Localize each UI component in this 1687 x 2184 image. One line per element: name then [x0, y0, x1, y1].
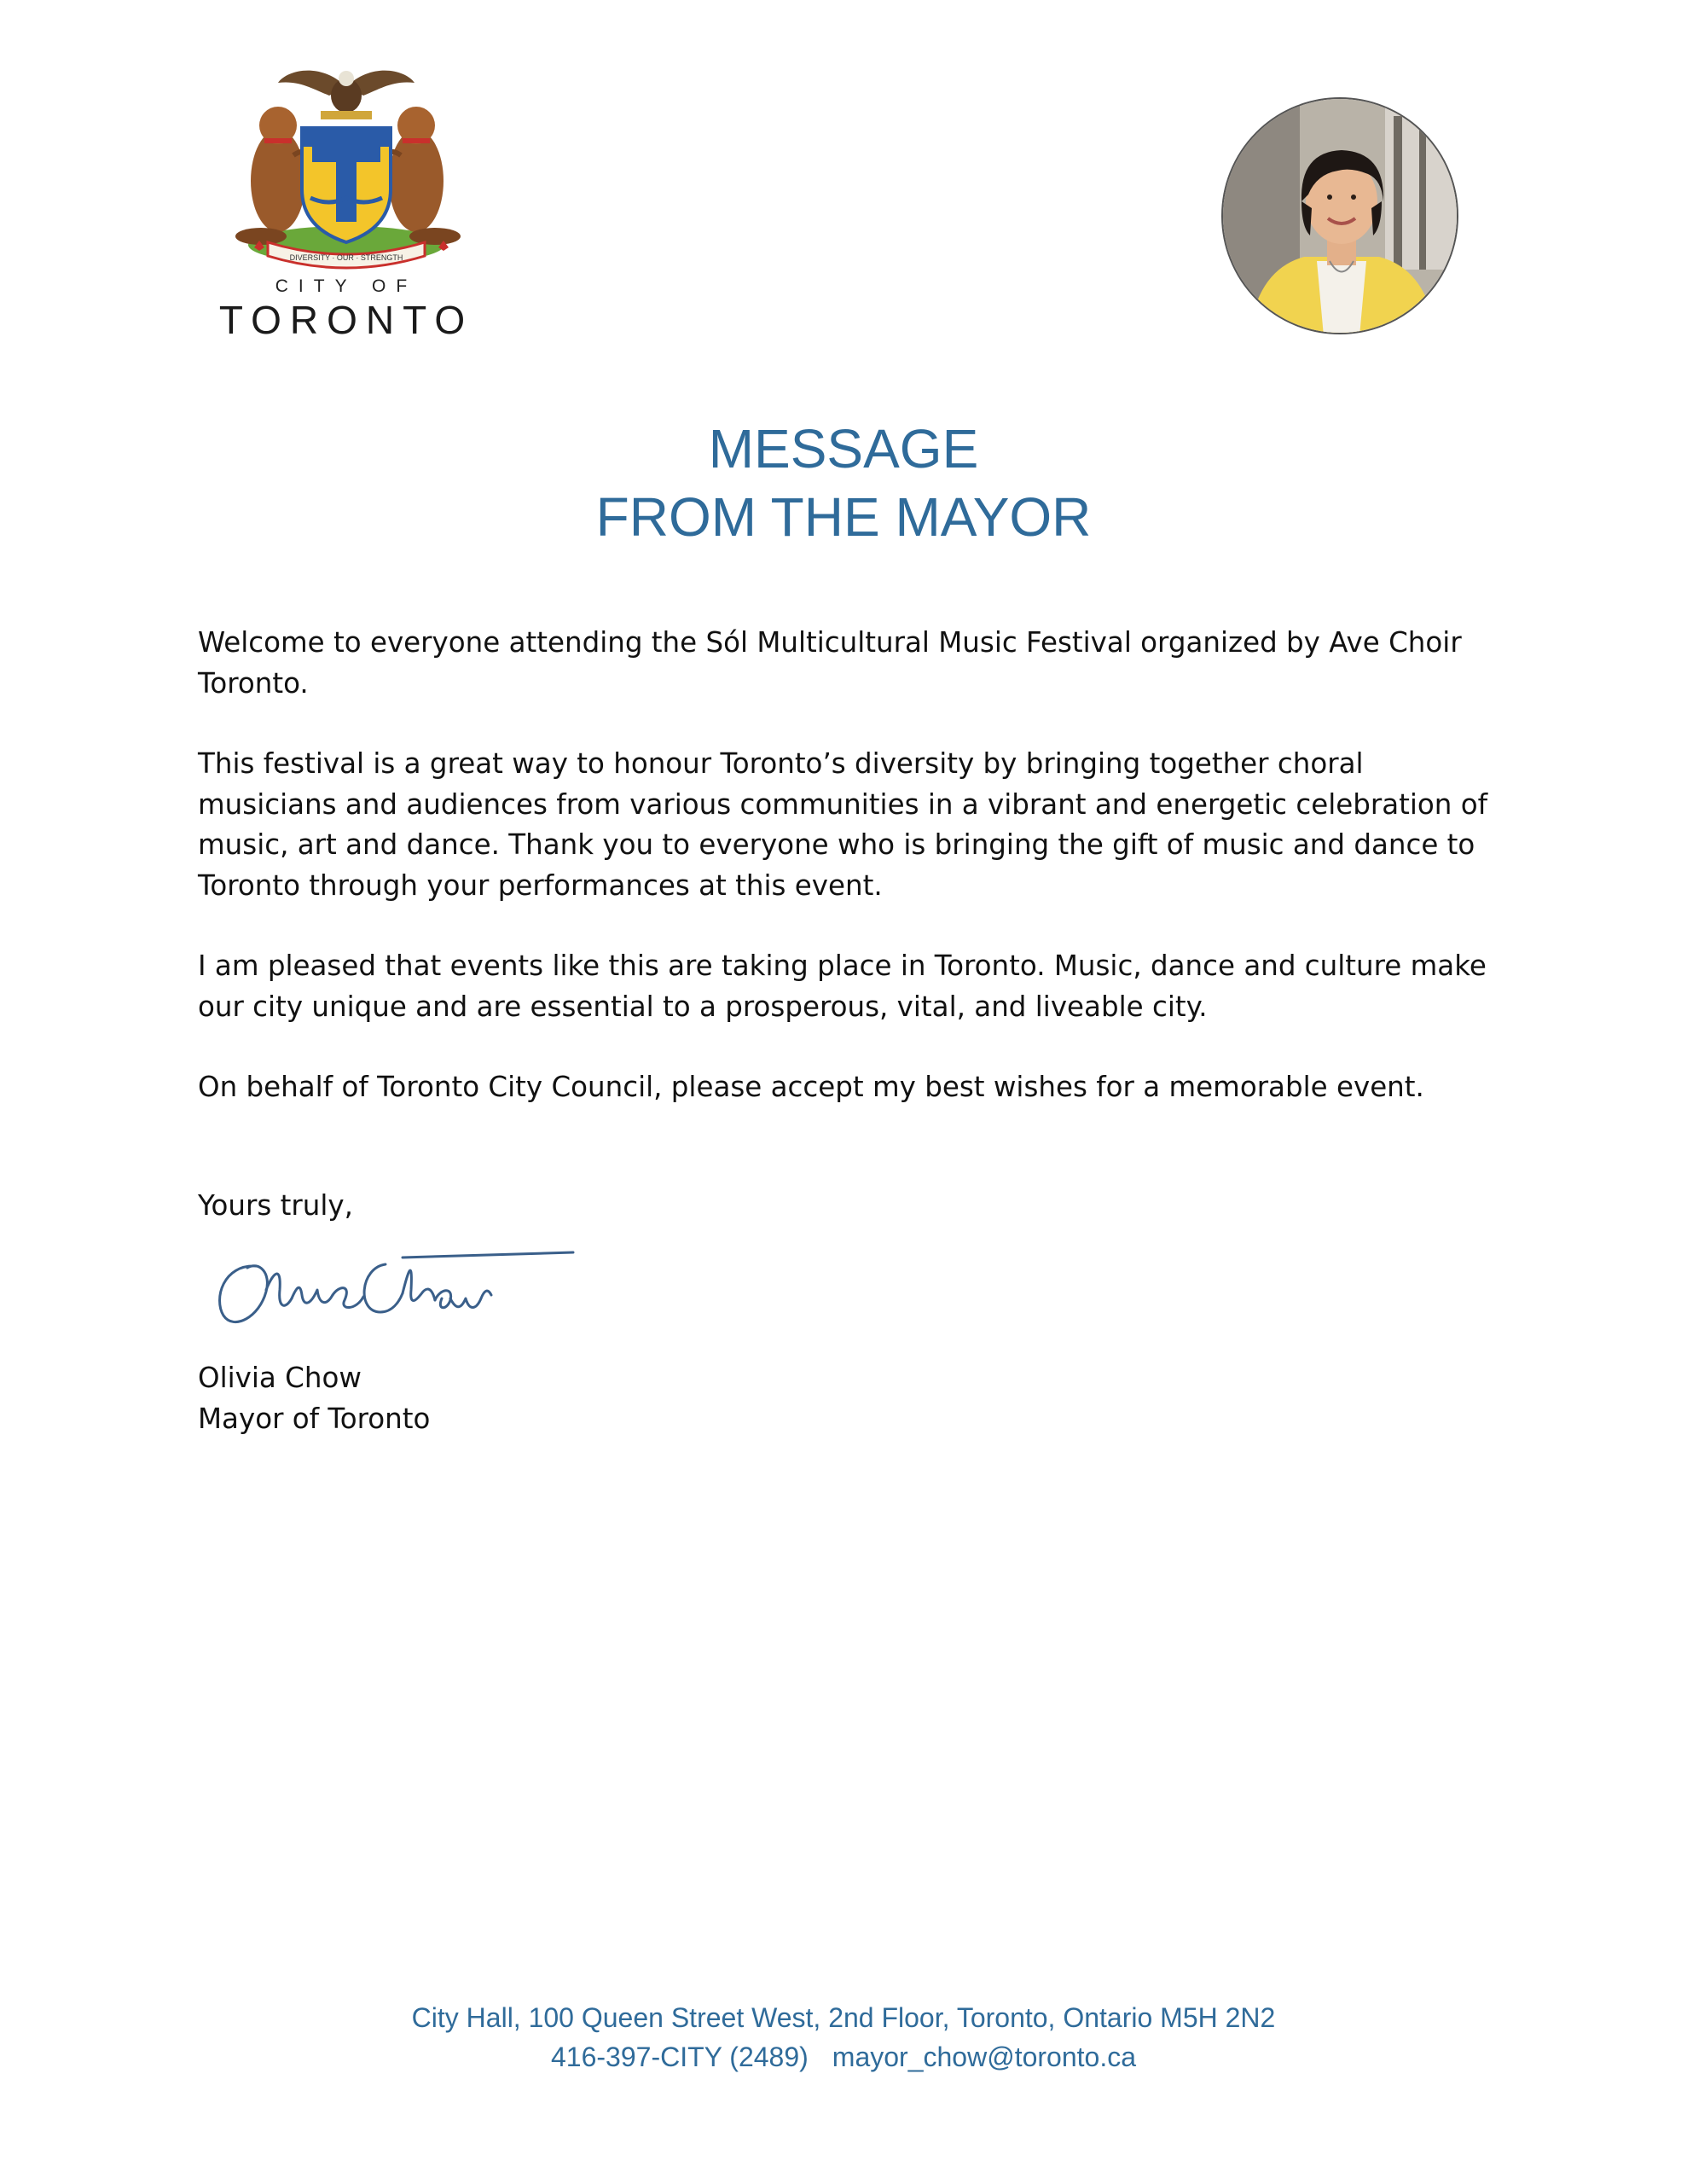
shield-icon	[302, 128, 391, 242]
footer-email[interactable]: mayor_chow@toronto.ca	[832, 2042, 1136, 2072]
logo-toronto-text: TORONTO	[218, 298, 474, 342]
city-of-toronto-logo	[193, 53, 500, 351]
signature	[206, 1239, 582, 1333]
paragraph-welcome: Welcome to everyone attending the Sól Multicultural Music Festival organized by Ave Choir Toronto.	[198, 626, 1462, 700]
paragraph-events: I am pleased that events like this are taking place in Toronto. Music, dance and culture make our city unique and are essential to a prosperous, vital, and liveable city.	[198, 950, 1487, 1023]
signer-title: Mayor of Toronto	[198, 1402, 431, 1435]
handwritten-signature-icon	[206, 1239, 582, 1333]
logo-city-of-text: CITY OF	[275, 276, 418, 296]
footer-phone: 416-397-CITY (2489)	[551, 2042, 809, 2072]
signer-name: Olivia Chow	[198, 1362, 362, 1394]
paragraph-council: On behalf of Toronto City Council, please accept my best wishes for a memorable event.	[198, 1071, 1424, 1103]
closing-text: Yours truly,	[198, 1189, 353, 1222]
paragraph-festival: This festival is a great way to honour Toronto’s diversity by bringing together choral musicians and audiences from various communities in a vibrant and energetic celebration of music, art and dance. Thank you to everyone who is bringing the gift of music and dance to Toronto through your performances at this event.	[198, 747, 1488, 902]
svg-text:DIVERSITY · OUR · STRENGTH: DIVERSITY · OUR · STRENGTH	[289, 253, 403, 262]
coat-of-arms-icon	[193, 53, 500, 275]
portrait-photo-icon	[1223, 99, 1458, 334]
page-title	[0, 415, 1687, 551]
message-body	[198, 623, 1494, 1148]
title-line-2: FROM THE MAYOR	[595, 486, 1092, 548]
footer	[0, 1998, 1687, 2077]
eagle-icon	[278, 71, 415, 119]
footer-address: City Hall, 100 Queen Street West, 2nd Floor, Toronto, Ontario M5H 2N2	[411, 2002, 1276, 2033]
right-beaver-icon	[384, 107, 461, 245]
title-line-1: MESSAGE	[708, 418, 979, 479]
footer-contact	[0, 2037, 1687, 2077]
left-beaver-icon	[235, 107, 310, 245]
signer-block	[198, 1358, 430, 1439]
mayor-portrait	[1221, 97, 1458, 334]
